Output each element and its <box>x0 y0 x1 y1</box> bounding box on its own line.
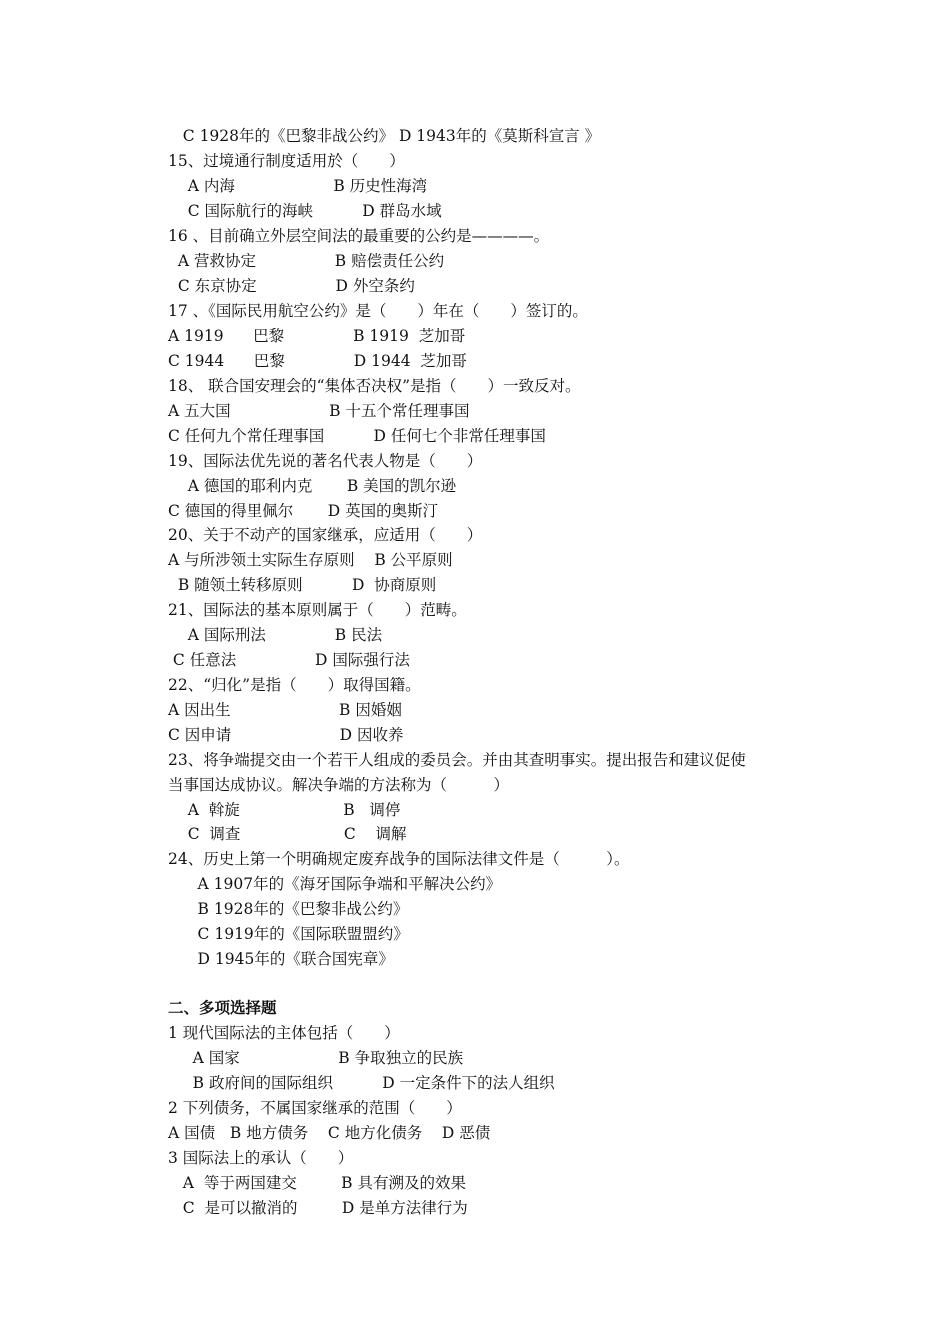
text-line: C 1928年的《巴黎非战公约》 D 1943年的《莫斯科宣言 》 <box>168 127 601 145</box>
question-20: 20、关于不动产的国家继承，应适用（ ） <box>168 526 483 544</box>
text-line: C 任何九个常任理事国 D 任何七个非常任理事国 <box>168 427 546 445</box>
text-line: B 政府间的国际组织 D 一定条件下的法人组织 <box>168 1074 555 1092</box>
text-line: A 等于两国建交 B 具有溯及的效果 <box>168 1174 466 1192</box>
text-line: A 与所涉领土实际生存原则 B 公平原则 <box>168 551 453 569</box>
text-line: A 1919 巴黎 B 1919 芝加哥 <box>168 327 466 345</box>
question-21: 21、国际法的基本原则属于（ ）范畴。 <box>168 601 467 619</box>
question-m3: 3 国际法上的承认（ ） <box>168 1149 354 1167</box>
text-line: A 国际刑法 B 民法 <box>168 626 383 644</box>
section-heading: 二、多项选择题 <box>168 998 277 1017</box>
text-line: A 国家 B 争取独立的民族 <box>168 1049 464 1067</box>
question-18: 18、 联合国安理会的“集体否决权”是指（ ）一致反对。 <box>168 377 581 395</box>
text-line: A 五大国 B 十五个常任理事国 <box>168 402 470 420</box>
text-line: A 斡旋 B 调停 <box>168 801 401 819</box>
text-line: C 任意法 D 国际强行法 <box>168 651 410 669</box>
text-line: A 营救协定 B 赔偿责任公约 <box>168 252 445 270</box>
text-line: B 1928年的《巴黎非战公约》 <box>168 900 409 918</box>
question-16: 16 、目前确立外层空间法的最重要的公约是————。 <box>168 227 550 245</box>
text-line: A 因出生 B 因婚姻 <box>168 701 402 719</box>
text-line: A 1907年的《海牙国际争端和平解决公约》 <box>168 875 502 893</box>
question-23: 23、将争端提交由一个若干人组成的委员会。并由其查明事实。提出报告和建议促使 <box>168 751 746 769</box>
question-24: 24、历史上第一个明确规定废弃战争的国际法律文件是（ ）。 <box>168 850 630 868</box>
text-line: C 因申请 D 因收养 <box>168 726 404 744</box>
text-line: C 是可以撤消的 D 是单方法律行为 <box>168 1199 468 1217</box>
question-m2: 2 下列债务，不属国家继承的范围（ ） <box>168 1099 462 1117</box>
question-m1: 1 现代国际法的主体包括（ ） <box>168 1024 400 1042</box>
text-line: A 德国的耶利内克 B 美国的凯尔逊 <box>168 477 457 495</box>
text-line: A 内海 B 历史性海湾 <box>168 177 428 195</box>
text-line: D 1945年的《联合国宪章》 <box>168 950 394 968</box>
question-22: 22、“归化”是指（ ）取得国籍。 <box>168 676 421 694</box>
text-line: 当事国达成协议。解决争端的方法称为（ ） <box>168 776 510 794</box>
text-line: C 东京协定 D 外空条约 <box>168 277 415 295</box>
text-line: C 国际航行的海峡 D 群岛水域 <box>168 202 442 220</box>
question-19: 19、国际法优先说的著名代表人物是（ ） <box>168 452 483 470</box>
text-line: C 1919年的《国际联盟盟约》 <box>168 925 409 943</box>
question-15: 15、过境通行制度适用於（ ） <box>168 152 405 170</box>
text-line: A 国债 B 地方债务 C 地方化债务 D 恶债 <box>168 1124 491 1142</box>
question-17: 17 、《国际民用航空公约》是（ ）年在（ ）签订的。 <box>168 302 588 320</box>
text-line: C 调查 C 调解 <box>168 825 407 843</box>
text-line: C 德国的得里佩尔 D 英国的奥斯汀 <box>168 502 439 520</box>
text-line: C 1944 巴黎 D 1944 芝加哥 <box>168 352 467 370</box>
text-line: B 随领土转移原则 D 协商原则 <box>168 576 437 594</box>
